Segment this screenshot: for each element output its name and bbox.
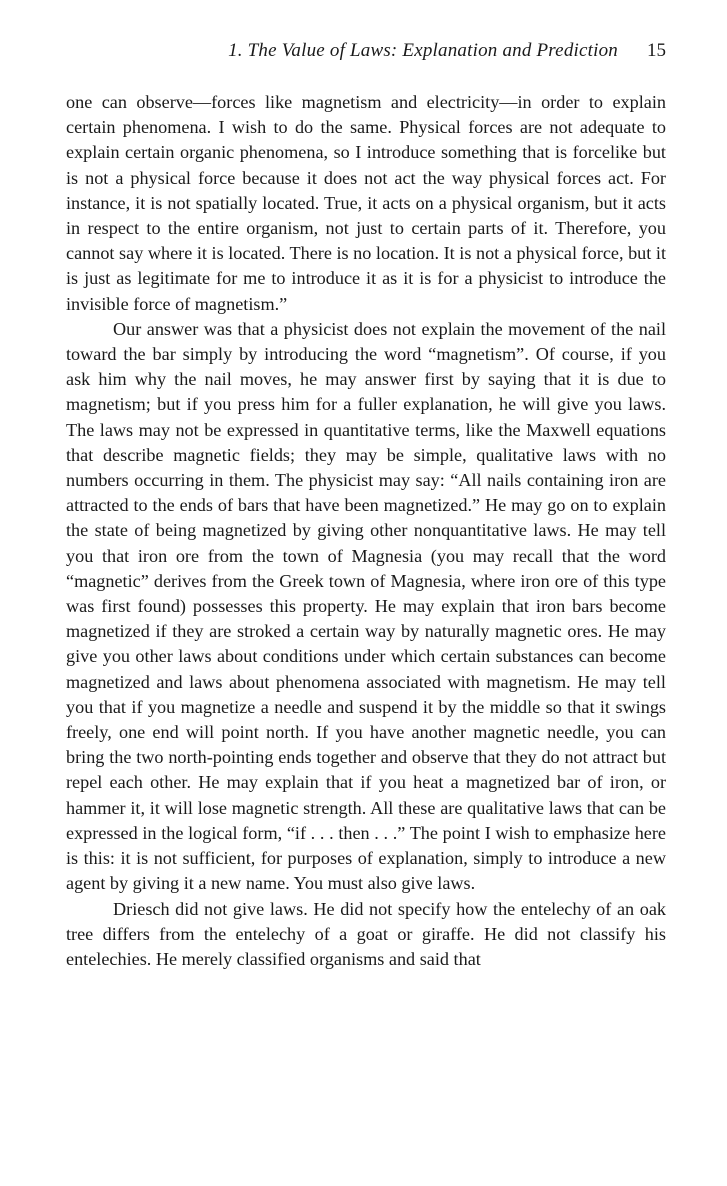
page-number: 15 (647, 40, 666, 61)
paragraph-magnetism-answer: Our answer was that a physicist does not explain the movement of the nail toward the bar simply by introducing the word “magnetism”. Of course, if you ask him why the nail moves, he may answer first by saying that it is due to magnetism; but if you press him for a fuller explanation, he will give you laws. The laws may not be expressed in quantitative terms, like the Maxwell equations that describe magnetic fields; they may be simple, qualitative laws with no numbers occurring in them. The physicist may say: “All nails containing iron are attracted to the ends of bars that have been magnetized.” He may go on to explain the state of being magnetized by giving other nonquantitative laws. He may tell you that iron ore from the town of Magnesia (you may recall that the word “magnetic” derives from the Greek town of Magnesia, where iron ore of this type was first found) possesses this property. He may explain that iron bars become magnetized if they are stroked a certain way by naturally magnetic ores. He may give you other laws about conditions under which certain substances can become magnetized and laws about phenomena associated with magnetism. He may tell you that if you magnetize a needle and suspend it by the middle so that it swings freely, one end will point north. If you have another magnetic needle, you can bring the two north-pointing ends together and observe that they do not attract but repel each other. He may explain that if you heat a magnetized bar of iron, or hammer it, it will lose magnetic strength. All these are qualitative laws that can be expressed in the logical form, “if . . . then . . .” The point I wish to emphasize here is this: it is not sufficient, for purposes of explanation, simply to introduce a new agent by giving it a new name. You must also give laws. (66, 318, 666, 894)
paragraph-driesch: Driesch did not give laws. He did not specify how the entelechy of an oak tree differs from the entelechy of a goat or giraffe. He did not classify his entelechies. He merely classified organisms and said that (66, 898, 666, 969)
paragraph-continued: one can observe—forces like magnetism and electricity—in order to explain certain phenomena. I wish to do the same. Physical forces are not adequate to explain certain organic phenomena, so I introduce something that is forcelike but is not a physical force because it does not act the way physical forces act. For instance, it is not spatially located. True, it acts on a physical organism, but it acts in respect to the entire organism, not just to certain parts of it. Therefore, you cannot say where it is located. There is no location. It is not a physical force, but it is just as legitimate for me to introduce it as it is for a physicist to introduce the invisible force of magnetism.” (66, 92, 666, 314)
book-page (66, 36, 666, 972)
body-text (66, 90, 666, 972)
chapter-title: 1. The Value of Laws: Explanation and Prediction (228, 40, 618, 61)
running-head (66, 36, 666, 66)
